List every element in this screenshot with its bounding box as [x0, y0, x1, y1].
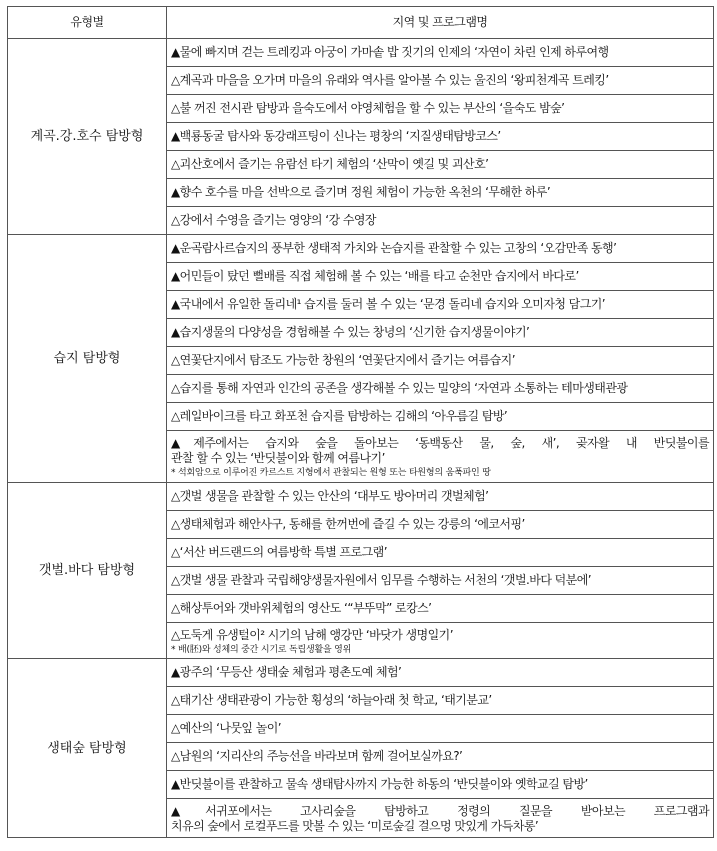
program-item: ▲어민들이 탔던 뻘배를 직접 체험해 볼 수 있는 ‘배를 타고 순천만 습지에서 바다로’ [167, 263, 714, 291]
program-item: △생태체험과 해안사구, 동해를 한꺼번에 즐길 수 있는 강릉의 ‘에코서핑’ [167, 511, 714, 539]
program-item-with-note [167, 623, 714, 659]
program-item-line: △도둑게 유생털이² 시기의 남해 앵강만 ‘바닷가 생명일기’ [171, 628, 453, 642]
program-item: △남원의 ‘지리산의 주능선을 바라보며 함께 걸어보실까요?’ [167, 743, 714, 771]
program-item-line: ▲제주에서는 습지와 숲을 돌아보는 ‘동백동산 물, 숲, 새’, 곶자왈 내 반딧불이를 [171, 436, 709, 450]
program-item-line: ▲서귀포에서는 고사리숲을 탐방하고 정령의 질문을 받아보는 프로그램과 [171, 804, 709, 818]
program-item-multiline [167, 431, 714, 483]
program-item: △‘서산 버드랜드의 여름방학 특별 프로그램’ [167, 539, 714, 567]
footnote: * 배(胚)와 성체의 중간 시기로 독립생활을 영위 [171, 645, 352, 655]
header-program: 지역 및 프로그램명 [167, 7, 714, 39]
header-row [8, 7, 714, 39]
program-item: △계곡과 마을을 오가며 마을의 유래와 역사를 알아볼 수 있는 울진의 ‘왕피천계곡 트레킹’ [167, 67, 714, 95]
program-item: △레일바이크를 타고 화포천 습지를 탐방하는 김해의 ‘아우름길 탐방’ [167, 403, 714, 431]
program-table [7, 6, 714, 838]
program-item: ▲반딧불이를 관찰하고 물속 생태탐사까지 가능한 하동의 ‘반딧불이와 옛학교길 탐방’ [167, 771, 714, 799]
footnote: * 석회암으로 이루어진 카르스트 지형에서 관찰되는 원형 또는 타원형의 움푹파인 땅 [171, 468, 491, 478]
program-item: ▲물에 빠지며 걷는 트레킹과 아궁이 가마솥 밥 짓기의 인제의 ‘자연이 차린 인제 하루여행 [167, 39, 714, 67]
program-item: △연꽃단지에서 탐조도 가능한 창원의 ‘연꽃단지에서 즐기는 여름습지’ [167, 347, 714, 375]
program-item: △습지를 통해 자연과 인간의 공존을 생각해볼 수 있는 밀양의 ‘자연과 소통하는 테마생태관광 [167, 375, 714, 403]
program-item: △예산의 ‘나뭇잎 놀이’ [167, 715, 714, 743]
category-cell: 계곡.강.호수 탐방형 [8, 39, 167, 235]
table-row [8, 235, 714, 263]
program-item: △괴산호에서 즐기는 유람선 타기 체험의 ‘산막이 옛길 및 괴산호’ [167, 151, 714, 179]
program-item: △갯벌 생물 관찰과 국립해양생물자원에서 임무를 수행하는 서천의 ‘갯벌.바다 덕분에’ [167, 567, 714, 595]
category-cell: 생태숲 탐방형 [8, 659, 167, 838]
table-row [8, 659, 714, 687]
program-item: △불 꺼진 전시관 탐방과 을숙도에서 야영체험을 할 수 있는 부산의 ‘을숙도 밤숲’ [167, 95, 714, 123]
program-item: ▲국내에서 유일한 돌리네¹ 습지를 둘러 볼 수 있는 ‘문경 돌리네 습지와 오미자청 담그기’ [167, 291, 714, 319]
program-item: △태기산 생태관광이 가능한 횡성의 ‘하늘아래 첫 학교, ‘태기분교’ [167, 687, 714, 715]
program-item-multiline [167, 799, 714, 838]
program-item-line: 치유의 숲에서 로컬푸드를 맛볼 수 있는 ‘미로숲길 걸으멍 맛있게 가득차롱’ [171, 819, 539, 833]
program-item: ▲향수 호수를 마을 선박으로 즐기며 정원 체험이 가능한 옥천의 ‘무해한 하루’ [167, 179, 714, 207]
table-row [8, 39, 714, 67]
program-item-line: 관찰 할 수 있는 ‘반딧불이와 함께 여름나기’ [171, 451, 385, 465]
program-item: △갯벌 생물을 관찰할 수 있는 안산의 ‘대부도 방아머리 갯벌체험’ [167, 483, 714, 511]
program-item: ▲광주의 ‘무등산 생태숲 체험과 평촌도예 체험’ [167, 659, 714, 687]
program-item: ▲운곡람사르습지의 풍부한 생태적 가치와 논습지를 관찰할 수 있는 고창의 ‘오감만족 동행’ [167, 235, 714, 263]
table-row [8, 483, 714, 511]
category-cell: 갯벌.바다 탐방형 [8, 483, 167, 659]
program-item: △해상투어와 갯바위체험의 영산도 ‘“부뚜막” 로캉스’ [167, 595, 714, 623]
category-cell: 습지 탐방형 [8, 235, 167, 483]
header-type: 유형별 [8, 7, 167, 39]
program-item: △강에서 수영을 즐기는 영양의 ‘강 수영장 [167, 207, 714, 235]
program-item: ▲습지생물의 다양성을 경험해볼 수 있는 창녕의 ‘신기한 습지생물이야기’ [167, 319, 714, 347]
program-item: ▲백룡동굴 탐사와 동강래프팅이 신나는 평창의 ‘지질생태탐방코스’ [167, 123, 714, 151]
